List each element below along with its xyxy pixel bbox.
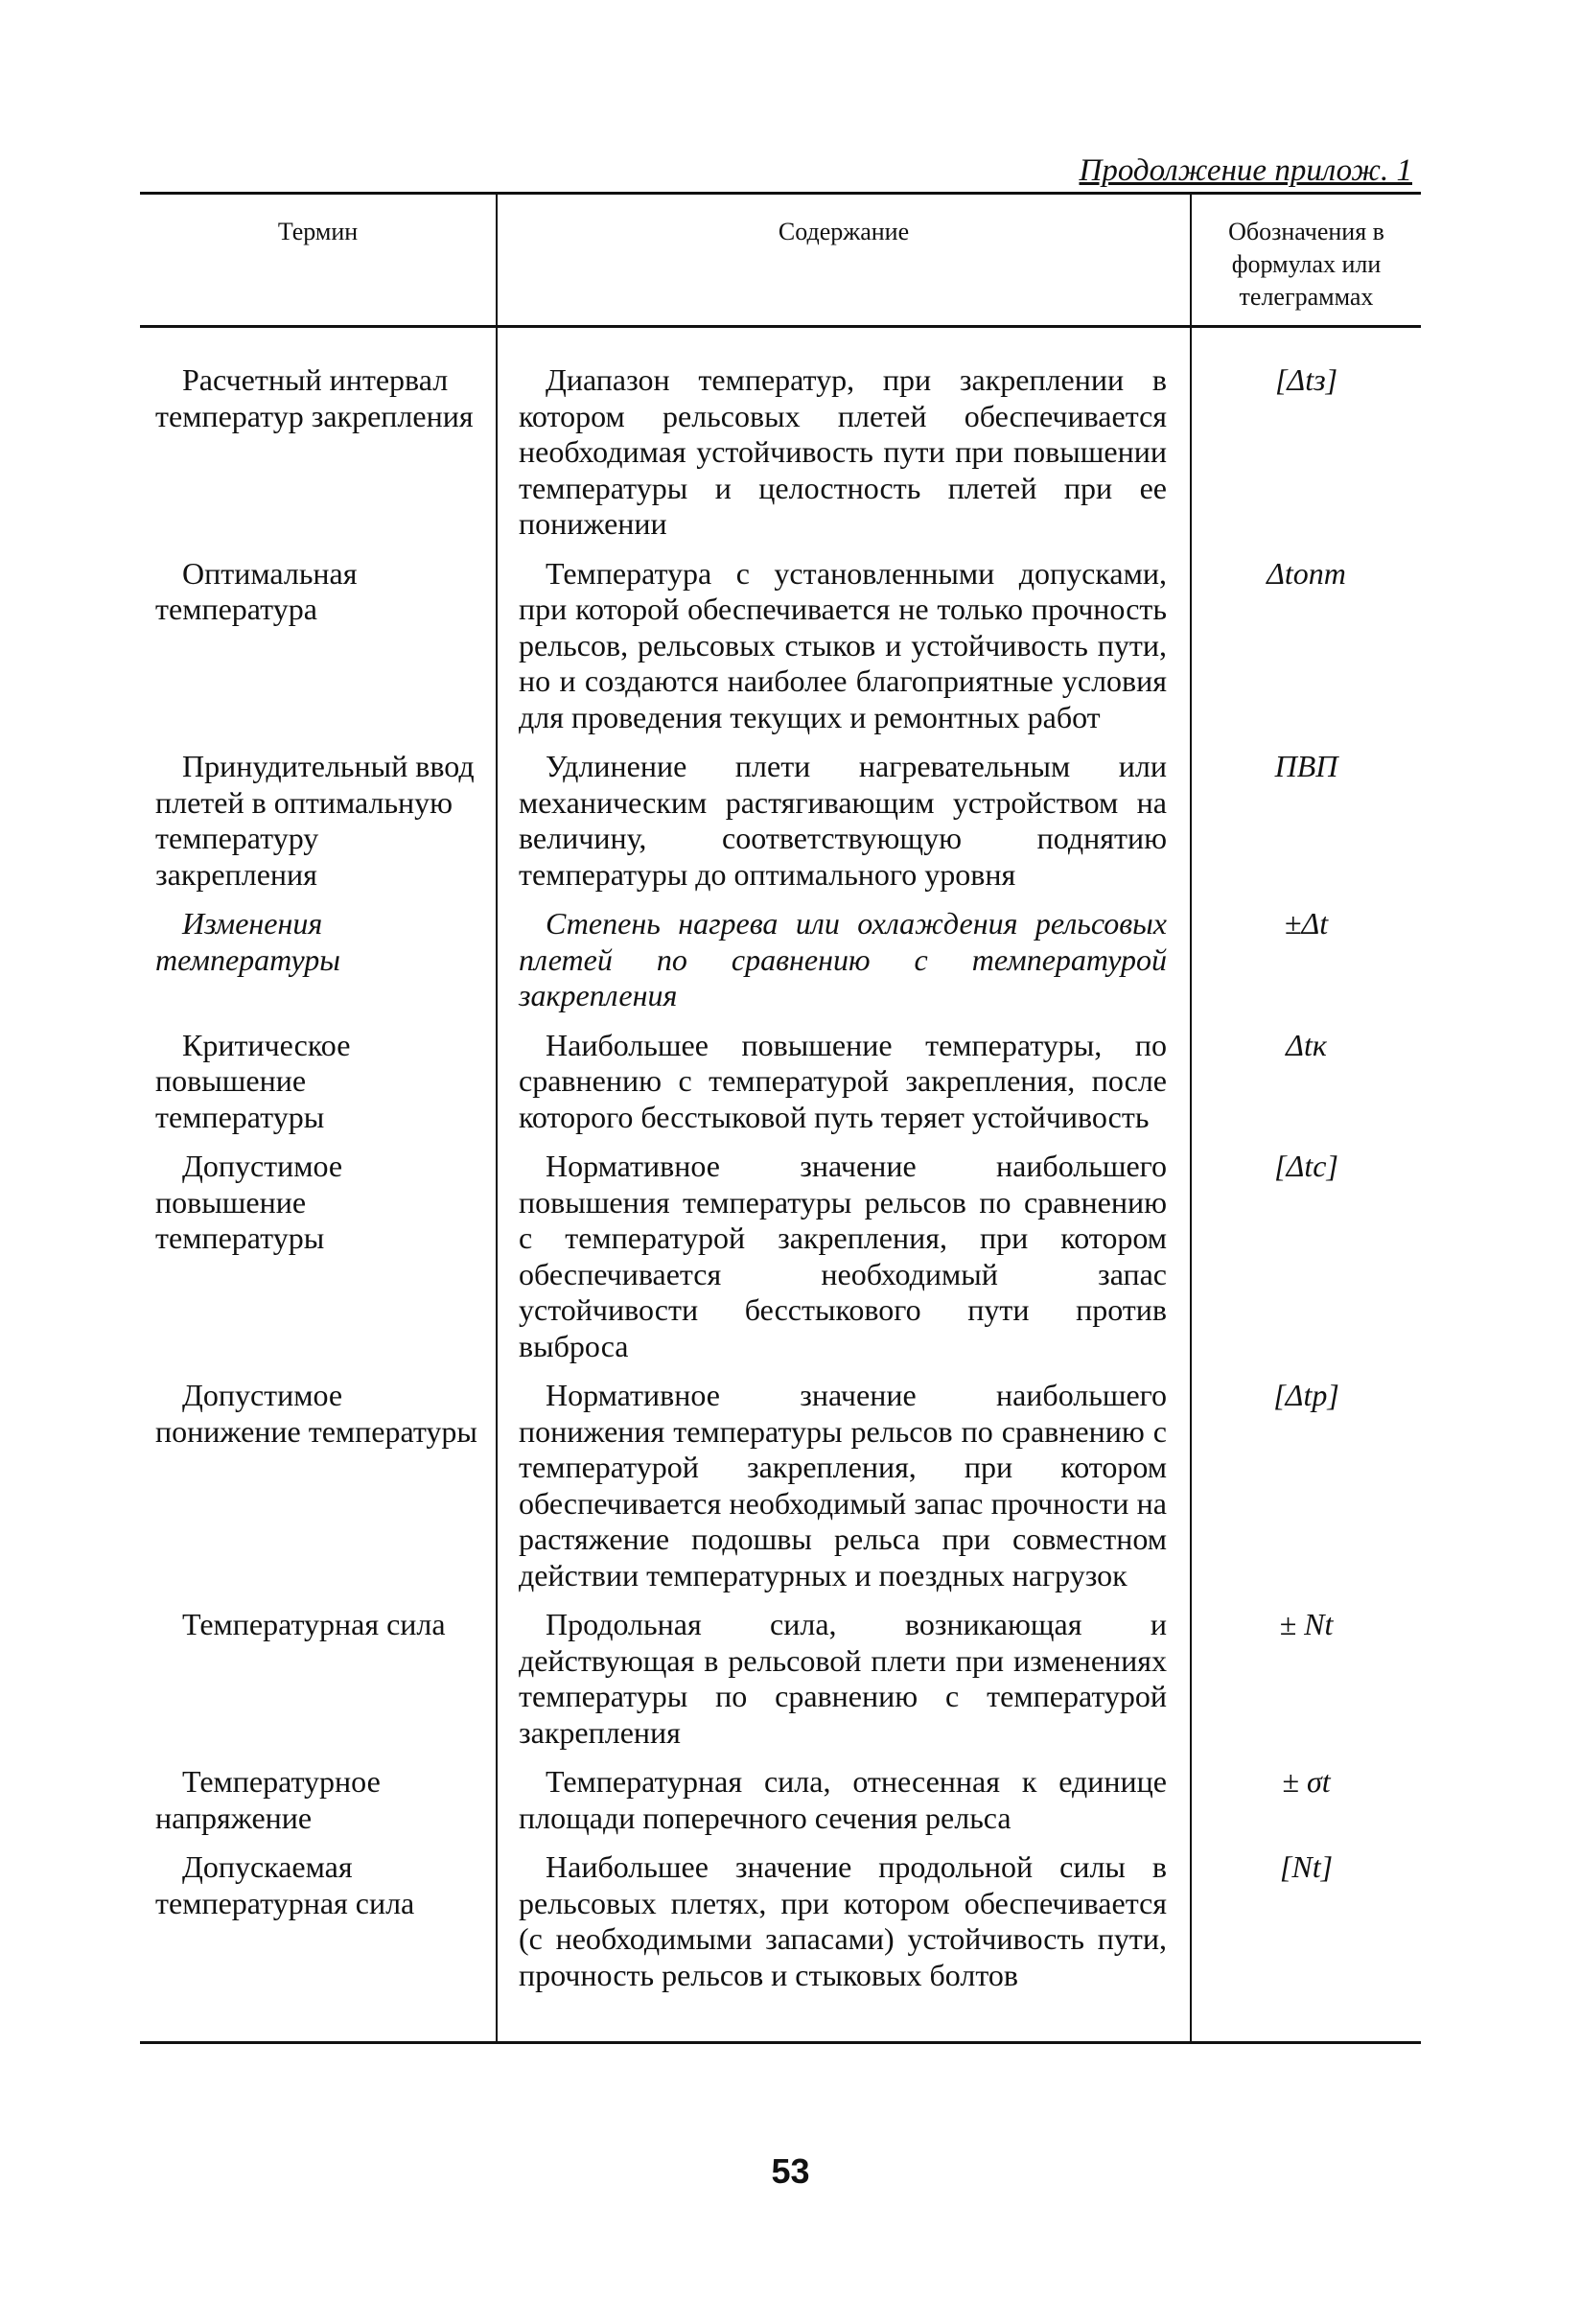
continuation-note: Продолжение прилож. 1 bbox=[1079, 153, 1412, 188]
column-header-symbol: Обозначения в формулах или телеграммах bbox=[1191, 194, 1421, 327]
content-cell: Нормативное значение наибольшего понижения температуры рельсов по сравнению с температурой закрепления, при котором обеспечивается необходимый запас прочности на растяжение подошвы рельса при совместном действии температурных и поездных нагрузок bbox=[497, 1374, 1191, 1603]
table-row bbox=[140, 1846, 1421, 2043]
symbol-cell: Δtк bbox=[1191, 1024, 1421, 1146]
content-cell: Продольная сила, возникающая и действующая в рельсовой плети при изменениях температуры по сравнению с температурой закрепления bbox=[497, 1603, 1191, 1760]
content-cell: Степень нагрева или охлаждения рельсовых плетей по сравнению с температурой закрепления bbox=[497, 902, 1191, 1024]
table-row bbox=[140, 1603, 1421, 1760]
term-cell: Принудительный ввод плетей в оптимальную температуру закрепления bbox=[155, 749, 475, 892]
symbol-cell: ПВП bbox=[1191, 745, 1421, 902]
symbol-cell: ± σt bbox=[1191, 1760, 1421, 1846]
table-row bbox=[140, 1024, 1421, 1146]
table-row bbox=[140, 1145, 1421, 1374]
symbol-cell: [Δtр] bbox=[1191, 1374, 1421, 1603]
terms-table bbox=[140, 192, 1421, 2044]
column-header-term: Термин bbox=[140, 194, 497, 327]
content-cell: Наибольшее значение продольной силы в рельсовых плетях, при котором обеспечивается (с необходимыми запасами) устойчивость пути, прочность рельсов и стыковых болтов bbox=[497, 1846, 1191, 2043]
content-cell: Наибольшее повышение температуры, по сравнению с температурой закрепления, после которого бесстыковой путь теряет устойчивость bbox=[497, 1024, 1191, 1146]
symbol-cell: ± Nt bbox=[1191, 1603, 1421, 1760]
symbol-cell: ±Δt bbox=[1191, 902, 1421, 1024]
symbol-cell: [Δtз] bbox=[1191, 327, 1421, 552]
symbol-cell: [Nt] bbox=[1191, 1846, 1421, 2043]
term-cell: Допустимое повышение температуры bbox=[155, 1149, 343, 1255]
term-cell: Допускаемая температурная сила bbox=[140, 1846, 497, 2043]
table-row bbox=[140, 327, 1421, 552]
symbol-cell: [Δtс] bbox=[1191, 1145, 1421, 1374]
content-cell: Температурная сила, отнесенная к единице площади поперечного сечения рельса bbox=[497, 1760, 1191, 1846]
column-header-content: Содержание bbox=[497, 194, 1191, 327]
table-row bbox=[140, 552, 1421, 746]
content-cell: Температура с установленными допусками, при которой обеспечивается не только прочность рельсов, рельсовых стыков и устойчивость пути, но и создаются наиболее благоприятные условия для проведения текущих и ремонтных работ bbox=[497, 552, 1191, 746]
page-number: 53 bbox=[771, 2151, 810, 2191]
term-cell: Температурное напряжение bbox=[155, 1764, 381, 1835]
term-cell: Изменения температуры bbox=[155, 906, 340, 977]
term-cell: Оптимальная температура bbox=[155, 555, 358, 626]
term-cell: Допустимое понижение температуры bbox=[155, 1378, 477, 1449]
table-row bbox=[140, 745, 1421, 902]
table-header-row bbox=[140, 194, 1421, 327]
term-cell: Расчетный интервал температур закрепления bbox=[155, 362, 474, 433]
symbol-cell: Δtопт bbox=[1191, 552, 1421, 746]
term-cell: Критическое повышение температуры bbox=[155, 1027, 351, 1134]
table-row bbox=[140, 1374, 1421, 1603]
term-cell: Температурная сила bbox=[182, 1607, 446, 1641]
table-row bbox=[140, 1760, 1421, 1846]
content-cell: Нормативное значение наибольшего повышения температуры рельсов по сравнению с температурой закрепления, при котором обеспечивается необходимый запас устойчивости бесстыкового пути против выброса bbox=[497, 1145, 1191, 1374]
content-cell: Диапазон температур, при закреплении в котором рельсовых плетей обеспечивается необходимая устойчивость пути при повышении температуры и целостность плетей при ее понижении bbox=[497, 327, 1191, 552]
content-cell: Удлинение плети нагревательным или механическим растягивающим устройством на величину, соответствующую поднятию температуры до оптимального уровня bbox=[497, 745, 1191, 902]
table-row bbox=[140, 902, 1421, 1024]
